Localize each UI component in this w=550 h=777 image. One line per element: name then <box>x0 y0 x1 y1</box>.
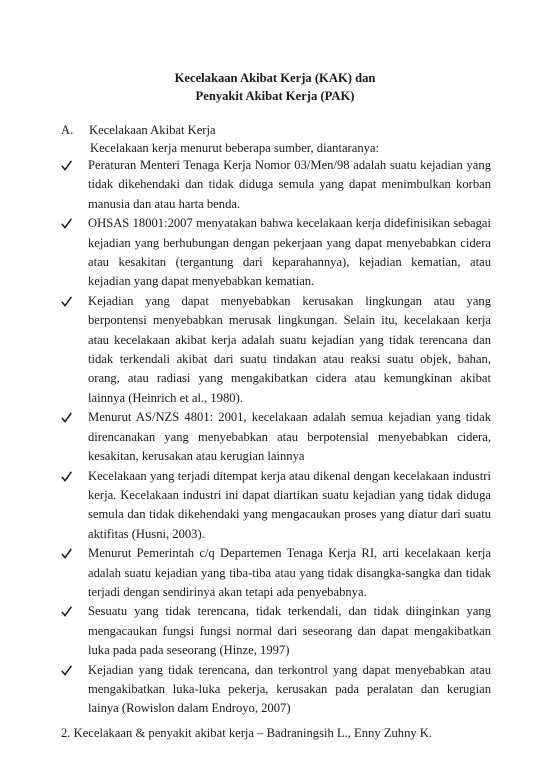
section-intro: Kecelakaan kerja menurut beberapa sumber, diantaranya: <box>90 141 380 155</box>
title-line-1: Kecelakaan Akibat Kerja (KAK) dan <box>174 71 376 85</box>
list-item <box>61 602 491 660</box>
list-item-text: Menurut Pemerintah c/q Departemen Tenaga Kerja RI, arti kecelakaan kerja adalah suatu kejadian yang tiba-tiba atau yang tidak disangka-sangka dan tidak terjadi dengan sendirinya akan tetapi ada penyebabnya. <box>88 546 491 599</box>
checkmark-icon <box>61 467 73 486</box>
title-line-2: Penyakit Akibat Kerja (PAK) <box>195 89 355 104</box>
list-item-text: Menurut AS/NZS 4801: 2001, kecelakaan adalah semua kejadian yang tidak direncanakan yang menyebabkan atau berpotensial menyebabkan cidera, kesakitan, kerusakan atau kerugian lainnya <box>88 410 491 464</box>
checkmark-icon <box>61 292 73 311</box>
list-item-text: Sesuatu yang tidak terencana, tidak terkendali, dan tidak diinginkan yang mengacaukan fungsi fungsi normal dari seseorang dan dapat mengakibatkan luka pada pada seseorang (Hinze, 1997) <box>88 604 491 658</box>
page-footer: 2. Kecelakaan & penyakit akibat kerja – Badraningsih L., Enny Zuhny K. <box>61 726 433 740</box>
list-item <box>61 408 491 466</box>
section-heading <box>61 121 216 139</box>
list-item <box>61 214 491 292</box>
checkmark-icon <box>61 214 73 233</box>
list-item-text: OHSAS 18001:2007 menyatakan bahwa kecelakaan kerja didefinisikan sebagai kejadian yang berhubungan dengan pekerjaan yang dapat menyebabkan cidera atau kesakitan (tergantung dari keparahannya), kejadian kematian, atau kejadian yang dapat menyebabkan kematian. <box>88 216 491 289</box>
list-item <box>61 292 491 408</box>
section-heading-text: Kecelakaan Akibat Kerja <box>89 123 216 137</box>
definition-list <box>61 156 491 719</box>
list-item-text: Kejadian yang tidak terencana, dan terkontrol yang dapat menyebabkan atau mengakibatkan luka-luka pekerja, kerusakan pada peralatan dan kerugian lainya (Rowislon dalam Endroyo, 2007) <box>88 662 491 716</box>
section-letter: A. <box>61 123 74 137</box>
checkmark-icon <box>61 408 73 427</box>
list-item-text: Peraturan Menteri Tenaga Kerja Nomor 03/Men/98 adalah suatu kejadian yang tidak dikehendaki dan tidak diduga semula yang dapat menimbulkan korban manusia dan atau harta benda. <box>88 158 491 211</box>
list-item-text: Kejadian yang dapat menyebabkan kerusakan lingkungan atau yang berpontensi menyebabkan merusak lingkungan. Selain itu, kecelakaan kerja atau kecelakaan akibat kerja adalah suatu kejadian yang tidak terencana dan tidak terkendali akibat dari suatu tindakan atau reaksi suatu objek, bahan, orang, atau radiasi yang mengakibatkan cidera atau kemungkinan akibat lainnya (Heinrich et al., 1980). <box>88 293 491 405</box>
checkmark-icon <box>61 156 73 175</box>
list-item <box>61 467 491 545</box>
list-item-text: Kecelakaan yang terjadi ditempat kerja atau dikenal dengan kecelakaan industri kerja. Kecelakaan industri ini dapat diartikan suatu kejadian yang tidak diduga semula dan tidak dikehendaki yang mengacaukan proses yang diatur dari suatu aktifitas (Husni, 2003). <box>88 468 491 541</box>
checkmark-icon <box>61 544 73 563</box>
checkmark-icon <box>61 661 73 680</box>
checkmark-icon <box>61 602 73 621</box>
document-title <box>0 69 550 106</box>
list-item <box>61 544 491 602</box>
list-item <box>61 156 491 214</box>
list-item <box>61 661 491 719</box>
